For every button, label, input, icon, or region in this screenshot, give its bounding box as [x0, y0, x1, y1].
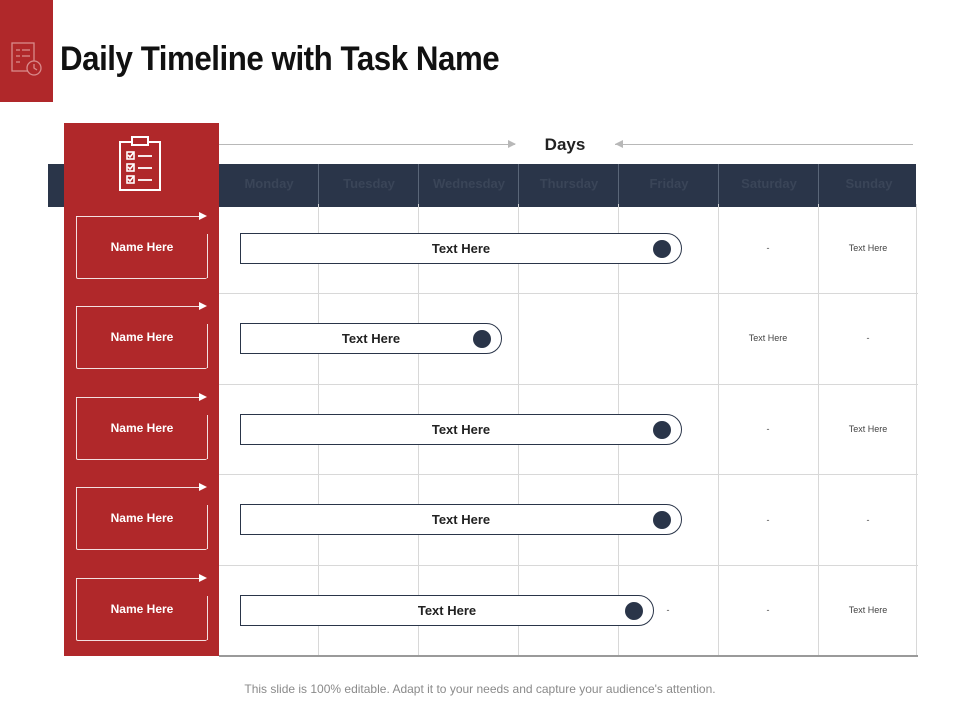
day-separator	[318, 164, 319, 204]
page-title: Daily Timeline with Task Name	[60, 40, 500, 78]
grid-bottom-line	[219, 655, 918, 657]
name-box-line	[207, 596, 208, 640]
days-line-right	[615, 144, 913, 145]
cell-friday: -	[666, 605, 670, 615]
grid-line	[219, 384, 918, 385]
cell-sunday: Text Here	[848, 243, 888, 253]
days-header	[219, 130, 916, 160]
task-text: Text Here	[431, 512, 491, 527]
checklist-clock-icon	[10, 40, 44, 78]
name-label: Name Here	[110, 511, 174, 525]
name-box	[76, 397, 207, 460]
name-label: Name Here	[110, 330, 174, 344]
task-end-dot	[653, 240, 671, 258]
grid-line	[219, 565, 918, 566]
cell-saturday: -	[766, 605, 770, 615]
cell-sunday: Text Here	[848, 424, 888, 434]
task-bar	[240, 233, 682, 264]
day-separator	[518, 164, 519, 204]
name-box	[76, 306, 207, 369]
clipboard-checklist-icon	[118, 136, 162, 192]
task-end-dot	[473, 330, 491, 348]
name-box-line	[207, 234, 208, 278]
days-line-left	[219, 144, 515, 145]
name-panel	[64, 123, 219, 656]
task-text: Text Here	[417, 603, 477, 618]
cell-saturday: -	[766, 515, 770, 525]
task-end-dot	[653, 511, 671, 529]
cell-saturday: -	[766, 243, 770, 253]
day-thursday: Thursday	[539, 176, 599, 191]
day-separator	[618, 164, 619, 204]
day-separator	[718, 164, 719, 204]
days-label: Days	[544, 135, 586, 154]
cell-saturday: -	[766, 424, 770, 434]
name-label: Name Here	[110, 421, 174, 435]
task-text: Text Here	[431, 241, 491, 256]
day-saturday: Saturday	[741, 176, 797, 191]
name-label: Name Here	[110, 240, 174, 254]
cell-sunday: -	[866, 333, 870, 343]
task-text: Text Here	[341, 331, 401, 346]
name-box-line	[207, 505, 208, 549]
day-separator	[418, 164, 419, 204]
cell-sunday: Text Here	[848, 605, 888, 615]
task-bar	[240, 595, 654, 626]
name-label: Name Here	[110, 602, 174, 616]
name-box	[76, 578, 207, 641]
name-box	[76, 216, 207, 279]
task-bar	[240, 414, 682, 445]
day-wednesday: Wednesday	[432, 176, 505, 191]
task-end-dot	[653, 421, 671, 439]
corner-accent	[0, 0, 53, 102]
day-sunday: Sunday	[845, 176, 893, 191]
day-tuesday: Tuesday	[343, 176, 395, 191]
day-separator	[818, 164, 819, 204]
task-text: Text Here	[431, 422, 491, 437]
name-box-line	[207, 415, 208, 459]
cell-sunday: -	[866, 515, 870, 525]
day-friday: Friday	[649, 176, 689, 191]
grid-line	[219, 293, 918, 294]
task-bar	[240, 504, 682, 535]
name-box-line	[207, 324, 208, 368]
cell-saturday: Text Here	[748, 333, 788, 343]
grid-line	[219, 474, 918, 475]
day-monday: Monday	[244, 176, 294, 191]
footer-note: This slide is 100% editable. Adapt it to your needs and capture your audience's attention.	[244, 682, 716, 696]
name-box	[76, 487, 207, 550]
task-bar	[240, 323, 502, 354]
